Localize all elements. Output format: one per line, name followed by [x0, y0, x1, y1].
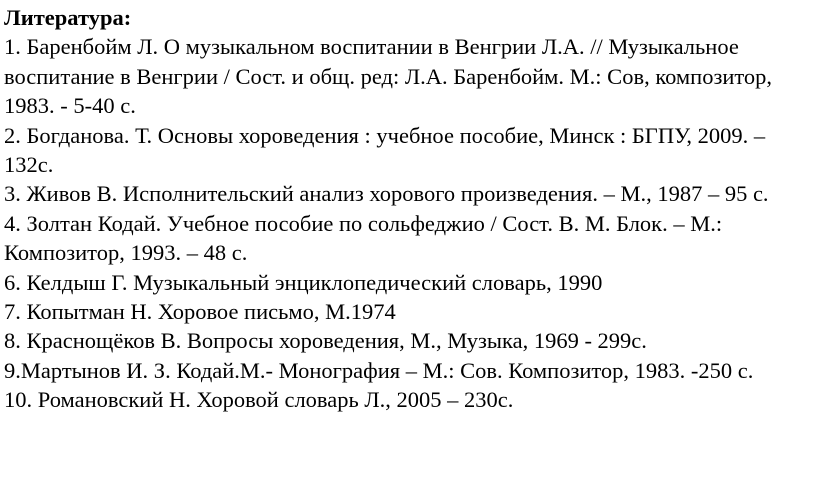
reference-item-4: 4. Золтан Кодай. Учебное пособие по сольфеджио / Сост. В. М. Блок. – М.: Композитор, 1993. – 48 с.	[4, 210, 723, 266]
bibliography-heading: Литература:	[4, 5, 132, 30]
reference-item-1: 1. Баренбойм Л. О музыкальном воспитании в Венгрии Л.А. // Музыкальное воспитание в Венгрии / Сост. и общ. ред: Л.А. Баренбойм. М.: Сов, композитор, 1983. - 5-40 с.	[4, 34, 773, 119]
reference-list	[4, 32, 810, 414]
reference-item-3: 3. Живов В. Исполнительский анализ хорового произведения. – М., 1987 – 95 с.	[4, 181, 769, 207]
reference-item-10: 10. Романовский Н. Хоровой словарь Л., 2005 – 230с.	[4, 387, 514, 413]
reference-item-9: 9.Мартынов И. З. Кодай.М.- Монография – М.: Сов. Композитор, 1983. -250 с.	[4, 357, 754, 383]
reference-item-2: 2. Богданова. Т. Основы хороведения : учебное пособие, Минск : БГПУ, 2009. – 132с.	[4, 122, 766, 178]
reference-item-6: 6. Келдыш Г. Музыкальный энциклопедический словарь, 1990	[4, 269, 603, 295]
document-page	[4, 3, 810, 415]
reference-item-7: 7. Копытман Н. Хоровое письмо, М.1974	[4, 299, 396, 325]
reference-item-8: 8. Краснощёков В. Вопросы хороведения, М., Музыка, 1969 - 299с.	[4, 328, 647, 354]
